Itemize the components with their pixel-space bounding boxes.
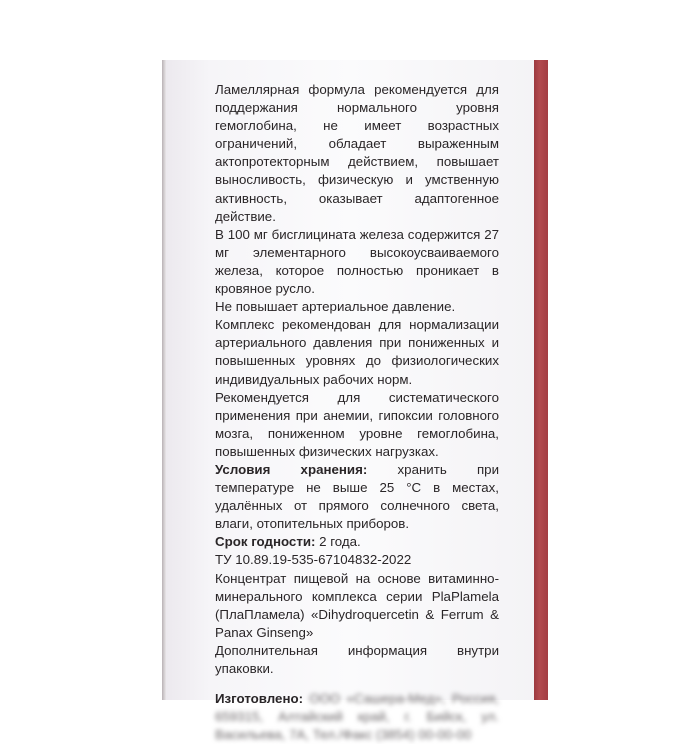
manufacturer-label: Изготовлено:	[215, 691, 304, 707]
manufacturer-info	[215, 690, 499, 744]
manufacturer-address-blurred: ООО «Сашера-Мед», Россия, 659315, Алтайский край, г. Бийск, ул. Васильева, 7А, Тел./Факс (3854) 00-00-00	[215, 691, 499, 743]
shelf-life	[215, 533, 499, 551]
box-red-stripe	[534, 60, 548, 700]
concentrate-description: Концентрат пищевой на основе витаминно-минерального комплекса серии PlaPlamela (ПлаПламела) «Dihydroquercetin & Ferrum & Panax Ginseng»	[215, 570, 499, 640]
description-paragraph: Ламеллярная формула рекомендуется для поддержания нормального уровня гемоглобина, не имеет возрастных ограничений, обладает выраженным актопротекторным действием, повышает выносливость, физическую и умственную активность, оказывает адаптогенное действие.	[215, 82, 499, 224]
blood-pressure-note: Не повышает артериальное давление.	[215, 299, 456, 315]
usage-paragraph: Рекомендуется для систематического применения при анемии, гипоксии головного мозга, пониженном уровне гемоглобина, повышенных физических нагрузках.	[215, 389, 499, 459]
shelf-life-label: Срок годности:	[215, 534, 316, 550]
label-text-block	[215, 81, 499, 744]
additional-info: Дополнительная информация внутри упаковки.	[215, 642, 499, 676]
storage-text: хранить при температуре не выше 25 °С в местах, удалённых от прямого солнечного света, влаги, отопительных приборов.	[215, 461, 499, 532]
storage-label: Условия хранения:	[215, 461, 368, 477]
shelf-life-text: 2 года.	[315, 534, 361, 550]
background	[0, 0, 165, 700]
iron-content-paragraph: В 100 мг бисглицината железа содержится 27 мг элементарного высокоусваиваемого железа, которое полностью проникает в кровяное русло.	[215, 226, 499, 297]
recommendation-paragraph: Комплекс рекомендован для нормализации артериального давления при пониженных и повышенных уровнях до физиологических индивидуальных рабочих норм.	[215, 317, 499, 387]
storage-conditions	[215, 461, 499, 533]
tu-code: ТУ 10.89.19-535-67104832-2022	[215, 552, 412, 568]
